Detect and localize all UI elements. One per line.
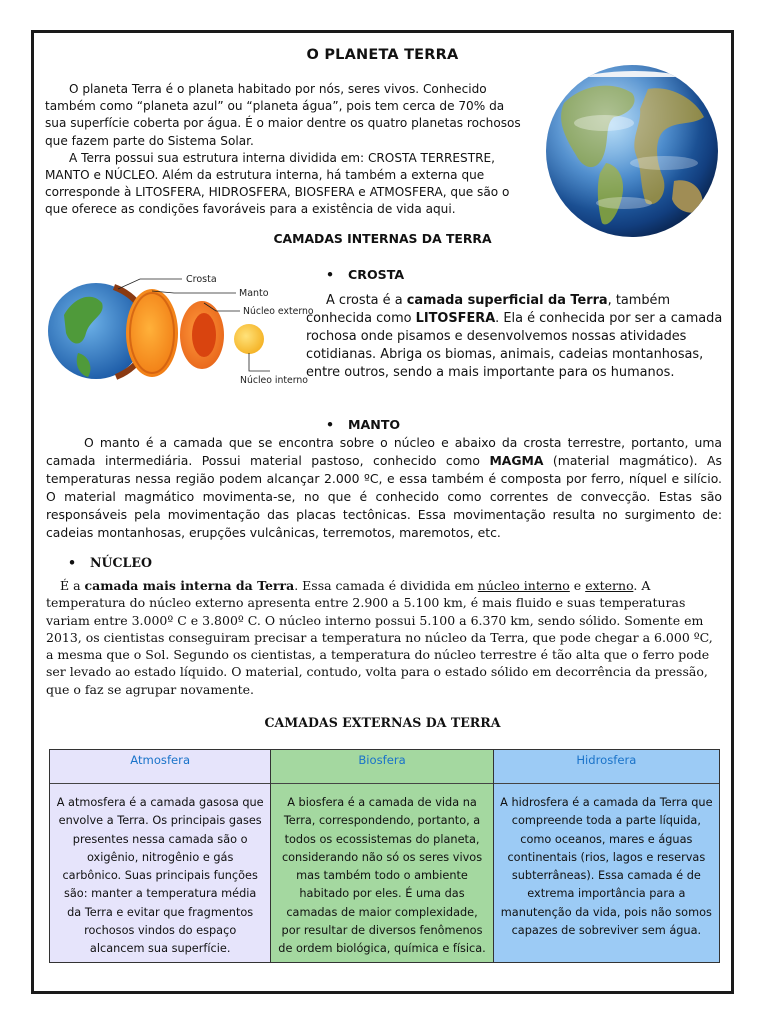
label-nucleo-externo: Núcleo externo — [243, 306, 314, 317]
label-manto: Manto — [239, 288, 269, 299]
manto-text-2: (material magmático). As temperaturas nessa região podem alcançar 2.000 ºC, e essa também é composta por ferro, níquel e silício. O material magmático movimenta-se, no que é conhecido como correntes de convecção. Estas são responsáveis pela movimentação das placas tectônicas. Essa movimentação resulta no surgimento de: cadeias montanhosas, erupções vulcânicas, terremotos, maremotos, etc. — [46, 453, 722, 540]
external-layers-heading: CAMADAS EXTERNAS DA TERRA — [264, 715, 501, 730]
table-column-atmosfera — [50, 750, 271, 962]
external-layers-table — [49, 749, 720, 963]
internal-layers-heading: CAMADAS INTERNAS DA TERRA — [273, 231, 492, 246]
page-title: O PLANETA TERRA — [306, 47, 459, 63]
bullet-dot-icon: • — [326, 417, 335, 432]
nucleo-text — [46, 577, 724, 698]
crosta-text-1: A crosta é a — [326, 293, 407, 308]
nucleo-heading — [68, 555, 152, 570]
manto-heading-label: MANTO — [348, 417, 401, 432]
nucleo-text-2: . Essa camada é dividida em — [294, 578, 478, 593]
manto-text-1: O manto é a camada que se encontra sobre o núcleo e abaixo da crosta terrestre, portanto, uma camada intermediária. Possui material pastoso, conhecido como — [46, 435, 722, 468]
crosta-heading — [326, 267, 404, 282]
manto-text — [46, 434, 722, 542]
nucleo-underline-2: externo — [585, 578, 634, 593]
crosta-heading-label: CROSTA — [348, 267, 405, 282]
page-frame — [31, 30, 734, 994]
table-column-hidrosfera — [494, 750, 719, 962]
nucleo-text-3: e — [569, 578, 586, 593]
manto-heading — [326, 417, 400, 432]
earth-layers-diagram — [44, 253, 314, 393]
table-header-atmosfera: Atmosfera — [50, 750, 270, 784]
label-crosta: Crosta — [186, 274, 217, 285]
manto-bold-1: MAGMA — [489, 453, 544, 468]
crosta-bold-1: camada superficial da Terra — [406, 293, 608, 308]
crosta-text-3: . Ela é conhecida por ser a camada rochosa onde pisamos e desenvolvemos nossas atividades cotidianas. Abriga os biomas, animais, cadeias montanhosas, entre outros, sendo a mais importante para os humanos. — [306, 311, 723, 380]
label-nucleo-interno: Núcleo interno — [240, 375, 308, 386]
bullet-dot-icon: • — [68, 555, 77, 570]
crosta-text-2: , também conhecida como — [306, 293, 671, 326]
nucleo-bold-1: camada mais interna da Terra — [84, 578, 295, 593]
nucleo-heading-label: NÚCLEO — [90, 555, 152, 570]
table-cell-biosfera: A biosfera é a camada de vida na Terra, correspondendo, portanto, a todos os ecossistemas do planeta, considerando não só os seres vivos mas também todo o ambiente habitado por eles. É uma das camadas de maior complexidade, por resultar de diversos fenômenos de ordem biológica, química e física. — [278, 796, 486, 956]
crosta-text — [306, 292, 724, 382]
table-header-hidrosfera: Hidrosfera — [494, 750, 719, 784]
intro-paragraph-2: A Terra possui sua estrutura interna dividida em: CROSTA TERRESTRE, MANTO e NÚCLEO. Além da estrutura interna, há também a externa que corresponde à LITOSFERA, HIDROSFERA, BIOSFERA e ATMOSFERA, que são o que oferece as condições favoráveis para a existência de vida aqui. — [45, 150, 510, 217]
intro-text — [45, 81, 525, 219]
table-header-biosfera: Biosfera — [271, 750, 492, 784]
table-cell-hidrosfera: A hidrosfera é a camada da Terra que compreende toda a parte líquida, como oceanos, mares e águas continentais (rios, lagos e reservas subterrâneas). Essa camada é de extrema importância para a manutenção da vida, pois não somos capazes de sobreviver sem água. — [500, 796, 713, 938]
table-column-biosfera — [271, 750, 493, 962]
nucleo-text-4: . A temperatura do núcleo externo apresenta entre 2.900 a 5.100 km, é mais fluido e suas temperaturas variam entre 3.000º C e 3.800º C. O núcleo interno possui 5.100 a 6.370 km, sendo sólido. Somente em 2013, os cientistas conseguiram precisar a temperatura no núcleo da Terra, que pode chegar a 6.000 ºC, a mesma que o Sol. Segundo os cientistas, a temperatura do núcleo terrestre é tão alta que o ferro pode ser levado ao estado líquido. O material, contudo, volta para o estado sólido em decorrência da pressão, que o faz se agrupar novamente. — [46, 578, 713, 697]
earth-globe-image — [544, 63, 720, 239]
crosta-bold-2: LITOSFERA — [415, 311, 496, 326]
table-cell-atmosfera: A atmosfera é a camada gasosa que envolve a Terra. Os principais gases presentes nessa camada são o oxigênio, nitrogênio e gás carbônico. Suas principais funções são: manter a temperatura média da Terra e evitar que fragmentos rochosos vindos do espaço alcancem sua superfície. — [56, 796, 264, 956]
nucleo-text-1: É a — [60, 578, 85, 593]
intro-paragraph-1: O planeta Terra é o planeta habitado por nós, seres vivos. Conhecido também como “planeta azul” ou “planeta água”, pois tem cerca de 70% da sua superfície coberta por água. É o maior dentre os quatro planetas rochosos que fazem parte do Sistema Solar. — [45, 82, 521, 148]
nucleo-underline-1: núcleo interno — [477, 578, 570, 593]
bullet-dot-icon: • — [326, 267, 335, 282]
